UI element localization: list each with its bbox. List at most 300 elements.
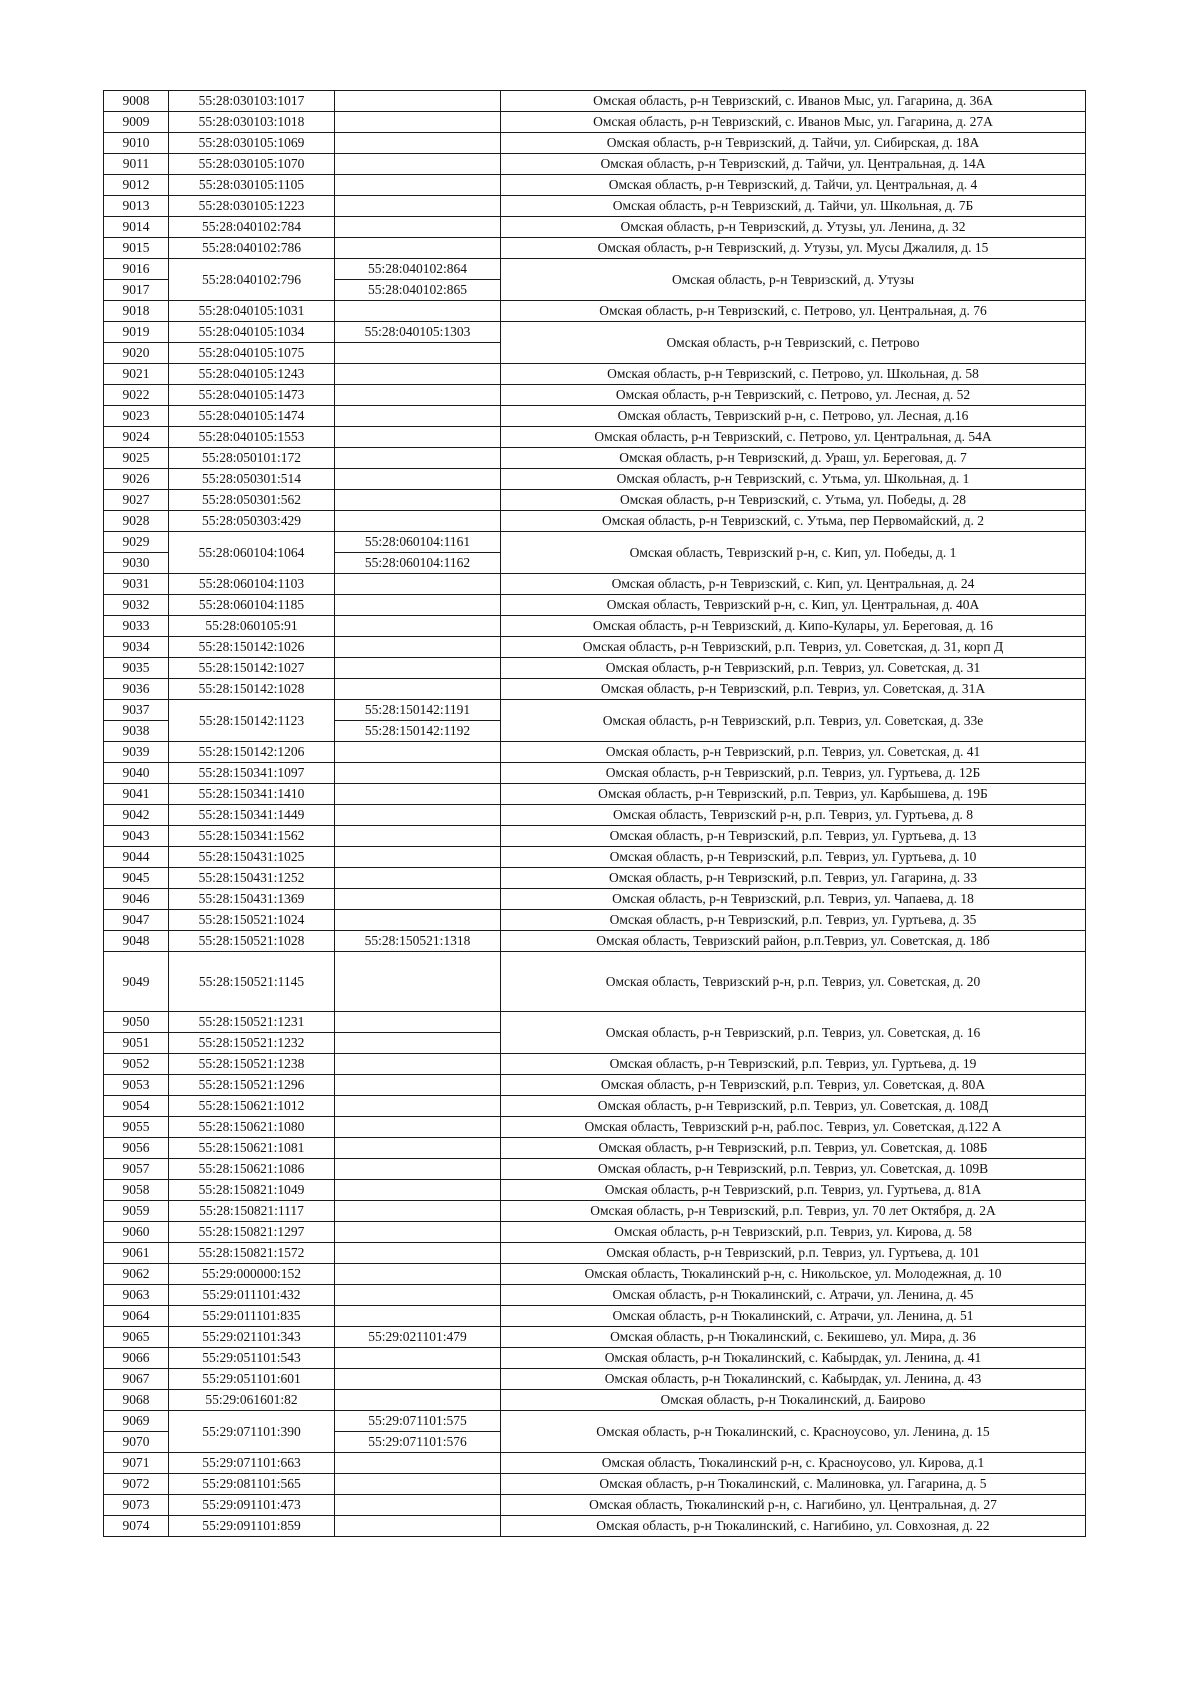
row-number: 9059 [104, 1201, 169, 1222]
row-number: 9014 [104, 217, 169, 238]
cadastral-number: 55:28:030105:1070 [169, 154, 335, 175]
table-row [104, 217, 1086, 238]
cadastral-number: 55:29:071101:390 [169, 1411, 335, 1453]
address: Омская область, р-н Тюкалинский, с. Кабырдак, ул. Ленина, д. 43 [501, 1369, 1086, 1390]
table-row [104, 952, 1086, 1012]
row-number: 9067 [104, 1369, 169, 1390]
sub-cadastral-number: 55:28:040105:1303 [335, 322, 501, 343]
cadastral-number: 55:28:150142:1026 [169, 637, 335, 658]
sub-cadastral-number [335, 1054, 501, 1075]
cadastral-number: 55:28:150142:1027 [169, 658, 335, 679]
address: Омская область, р-н Тевризский, р.п. Тевриз, ул. Гуртьева, д. 13 [501, 826, 1086, 847]
sub-cadastral-number [335, 868, 501, 889]
table-row [104, 637, 1086, 658]
address: Омская область, р-н Тевризский, р.п. Тевриз, ул. Гуртьева, д. 12Б [501, 763, 1086, 784]
sub-cadastral-number [335, 469, 501, 490]
cadastral-number: 55:28:040102:796 [169, 259, 335, 301]
row-number: 9063 [104, 1285, 169, 1306]
row-number: 9026 [104, 469, 169, 490]
sub-cadastral-number [335, 1012, 501, 1033]
address: Омская область, р-н Тюкалинский, с. Малиновка, ул. Гагарина, д. 5 [501, 1474, 1086, 1495]
table-row [104, 1369, 1086, 1390]
address: Омская область, р-н Тюкалинский, д. Баирово [501, 1390, 1086, 1411]
table-row [104, 826, 1086, 847]
table-row [104, 574, 1086, 595]
cadastral-number: 55:29:071101:663 [169, 1453, 335, 1474]
cadastral-number: 55:29:061601:82 [169, 1390, 335, 1411]
row-number: 9051 [104, 1033, 169, 1054]
table-row [104, 1264, 1086, 1285]
row-number: 9033 [104, 616, 169, 637]
row-number: 9045 [104, 868, 169, 889]
row-number: 9074 [104, 1516, 169, 1537]
address: Омская область, р-н Тевризский, р.п. Тевриз, ул. Советская, д. 31, корп Д [501, 637, 1086, 658]
table-row [104, 196, 1086, 217]
table-row [104, 658, 1086, 679]
table-row [104, 532, 1086, 553]
row-number: 9016 [104, 259, 169, 280]
cadastral-number: 55:28:150521:1028 [169, 931, 335, 952]
row-number: 9054 [104, 1096, 169, 1117]
table-row [104, 406, 1086, 427]
cadastral-number: 55:28:150521:1296 [169, 1075, 335, 1096]
sub-cadastral-number [335, 784, 501, 805]
row-number: 9052 [104, 1054, 169, 1075]
row-number: 9027 [104, 490, 169, 511]
sub-cadastral-number [335, 889, 501, 910]
cadastral-number: 55:29:051101:543 [169, 1348, 335, 1369]
cadastral-number: 55:28:150431:1252 [169, 868, 335, 889]
table-row [104, 1306, 1086, 1327]
cadastral-number: 55:28:150521:1231 [169, 1012, 335, 1033]
row-number: 9073 [104, 1495, 169, 1516]
sub-cadastral-number [335, 826, 501, 847]
address: Омская область, р-н Тевризский, д. Тайчи, ул. Центральная, д. 4 [501, 175, 1086, 196]
row-number: 9043 [104, 826, 169, 847]
address: Омская область, р-н Тевризский, р.п. Тевриз, ул. Советская, д. 31 [501, 658, 1086, 679]
row-number: 9019 [104, 322, 169, 343]
sub-cadastral-number: 55:29:071101:576 [335, 1432, 501, 1453]
sub-cadastral-number: 55:29:071101:575 [335, 1411, 501, 1432]
table-row [104, 910, 1086, 931]
cadastral-number: 55:28:060104:1185 [169, 595, 335, 616]
table-row [104, 175, 1086, 196]
address: Омская область, р-н Тевризский, д. Тайчи, ул. Центральная, д. 14А [501, 154, 1086, 175]
row-number: 9012 [104, 175, 169, 196]
address: Омская область, р-н Тевризский, р.п. Тевриз, ул. Гуртьева, д. 101 [501, 1243, 1086, 1264]
cadastral-number: 55:28:150431:1025 [169, 847, 335, 868]
cadastral-number: 55:28:150431:1369 [169, 889, 335, 910]
address: Омская область, р-н Тевризский, д. Тайчи, ул. Сибирская, д. 18А [501, 133, 1086, 154]
sub-cadastral-number [335, 1474, 501, 1495]
sub-cadastral-number: 55:28:150142:1192 [335, 721, 501, 742]
table-row [104, 490, 1086, 511]
table-row [104, 385, 1086, 406]
address: Омская область, р-н Тевризский, с. Петрово, ул. Центральная, д. 54А [501, 427, 1086, 448]
row-number: 9062 [104, 1264, 169, 1285]
cadastral-number: 55:28:150341:1097 [169, 763, 335, 784]
cadastral-number: 55:28:150341:1449 [169, 805, 335, 826]
table-row [104, 1159, 1086, 1180]
address: Омская область, Тевризский р-н, с. Кип, ул. Центральная, д. 40А [501, 595, 1086, 616]
table-row [104, 1348, 1086, 1369]
cadastral-number: 55:28:150521:1024 [169, 910, 335, 931]
table-row [104, 1390, 1086, 1411]
address: Омская область, р-н Тевризский, р.п. Тевриз, ул. Гуртьева, д. 81А [501, 1180, 1086, 1201]
sub-cadastral-number [335, 112, 501, 133]
cadastral-number: 55:28:150621:1081 [169, 1138, 335, 1159]
row-number: 9066 [104, 1348, 169, 1369]
table-row [104, 469, 1086, 490]
address: Омская область, р-н Тюкалинский, с. Красноусово, ул. Ленина, д. 15 [501, 1411, 1086, 1453]
sub-cadastral-number [335, 1075, 501, 1096]
address: Омская область, р-н Тевризский, д. Кипо-Кулары, ул. Береговая, д. 16 [501, 616, 1086, 637]
cadastral-table [103, 90, 1086, 1537]
table-row [104, 679, 1086, 700]
address: Омская область, р-н Тевризский, р.п. Тевриз, ул. Советская, д. 16 [501, 1012, 1086, 1054]
row-number: 9038 [104, 721, 169, 742]
cadastral-number: 55:28:050303:429 [169, 511, 335, 532]
sub-cadastral-number [335, 217, 501, 238]
sub-cadastral-number [335, 133, 501, 154]
cadastral-number: 55:28:050301:562 [169, 490, 335, 511]
cadastral-number: 55:29:091101:473 [169, 1495, 335, 1516]
row-number: 9058 [104, 1180, 169, 1201]
cadastral-number: 55:28:150142:1206 [169, 742, 335, 763]
address: Омская область, р-н Тевризский, р.п. Тевриз, ул. Советская, д. 33е [501, 700, 1086, 742]
sub-cadastral-number [335, 658, 501, 679]
table-row [104, 1054, 1086, 1075]
table-row [104, 448, 1086, 469]
sub-cadastral-number [335, 1159, 501, 1180]
cadastral-number: 55:29:000000:152 [169, 1264, 335, 1285]
sub-cadastral-number [335, 154, 501, 175]
address: Омская область, р-н Тевризский, с. Утьма, ул. Школьная, д. 1 [501, 469, 1086, 490]
address: Омская область, Тевризский р-н, р.п. Тевриз, ул. Советская, д. 20 [501, 952, 1086, 1012]
table-row [104, 427, 1086, 448]
cadastral-number: 55:28:040102:786 [169, 238, 335, 259]
row-number: 9024 [104, 427, 169, 448]
sub-cadastral-number [335, 763, 501, 784]
sub-cadastral-number [335, 1243, 501, 1264]
address: Омская область, р-н Тевризский, с. Утьма, пер Первомайский, д. 2 [501, 511, 1086, 532]
address: Омская область, Тюкалинский р-н, с. Никольское, ул. Молодежная, д. 10 [501, 1264, 1086, 1285]
address: Омская область, Тевризский р-н, раб.пос. Тевриз, ул. Советская, д.122 А [501, 1117, 1086, 1138]
sub-cadastral-number [335, 1222, 501, 1243]
cadastral-number: 55:28:150821:1049 [169, 1180, 335, 1201]
row-number: 9069 [104, 1411, 169, 1432]
row-number: 9020 [104, 343, 169, 364]
sub-cadastral-number [335, 196, 501, 217]
table-row [104, 1180, 1086, 1201]
address: Омская область, р-н Тюкалинский, с. Атрачи, ул. Ленина, д. 51 [501, 1306, 1086, 1327]
cadastral-number: 55:28:040105:1553 [169, 427, 335, 448]
sub-cadastral-number [335, 952, 501, 1012]
sub-cadastral-number [335, 91, 501, 112]
sub-cadastral-number [335, 301, 501, 322]
address: Омская область, р-н Тевризский, р.п. Тевриз, ул. Советская, д. 31А [501, 679, 1086, 700]
sub-cadastral-number [335, 238, 501, 259]
address: Омская область, р-н Тевризский, р.п. Тевриз, ул. Гуртьева, д. 10 [501, 847, 1086, 868]
row-number: 9071 [104, 1453, 169, 1474]
cadastral-number: 55:28:060104:1064 [169, 532, 335, 574]
sub-cadastral-number [335, 1033, 501, 1054]
row-number: 9022 [104, 385, 169, 406]
table-row [104, 112, 1086, 133]
cadastral-table-body [104, 91, 1086, 1537]
address: Омская область, р-н Тевризский, р.п. Тевриз, ул. 70 лет Октября, д. 2А [501, 1201, 1086, 1222]
row-number: 9065 [104, 1327, 169, 1348]
cadastral-number: 55:28:030105:1223 [169, 196, 335, 217]
sub-cadastral-number: 55:28:060104:1161 [335, 532, 501, 553]
sub-cadastral-number [335, 574, 501, 595]
cadastral-number: 55:28:150521:1238 [169, 1054, 335, 1075]
table-row [104, 1285, 1086, 1306]
address: Омская область, р-н Тевризский, р.п. Тевриз, ул. Гуртьева, д. 35 [501, 910, 1086, 931]
sub-cadastral-number [335, 1369, 501, 1390]
address: Омская область, р-н Тевризский, с. Кип, ул. Центральная, д. 24 [501, 574, 1086, 595]
address: Омская область, р-н Тевризский, р.п. Тевриз, ул. Гагарина, д. 33 [501, 868, 1086, 889]
sub-cadastral-number [335, 1264, 501, 1285]
sub-cadastral-number: 55:28:150142:1191 [335, 700, 501, 721]
table-row [104, 763, 1086, 784]
address: Омская область, р-н Тевризский, д. Утузы [501, 259, 1086, 301]
address: Омская область, р-н Тевризский, р.п. Тевриз, ул. Советская, д. 41 [501, 742, 1086, 763]
table-row [104, 301, 1086, 322]
table-row [104, 868, 1086, 889]
table-row [104, 931, 1086, 952]
row-number: 9042 [104, 805, 169, 826]
sub-cadastral-number [335, 175, 501, 196]
table-row [104, 364, 1086, 385]
sub-cadastral-number [335, 805, 501, 826]
sub-cadastral-number [335, 1516, 501, 1537]
row-number: 9029 [104, 532, 169, 553]
row-number: 9009 [104, 112, 169, 133]
row-number: 9055 [104, 1117, 169, 1138]
address: Омская область, р-н Тевризский, с. Петрово, ул. Центральная, д. 76 [501, 301, 1086, 322]
address: Омская область, р-н Тевризский, р.п. Тевриз, ул. Кирова, д. 58 [501, 1222, 1086, 1243]
table-row [104, 805, 1086, 826]
address: Омская область, Тевризский район, р.п.Тевриз, ул. Советская, д. 18б [501, 931, 1086, 952]
cadastral-number: 55:28:150521:1145 [169, 952, 335, 1012]
sub-cadastral-number [335, 1453, 501, 1474]
address: Омская область, р-н Тевризский, д. Утузы, ул. Ленина, д. 32 [501, 217, 1086, 238]
row-number: 9057 [104, 1159, 169, 1180]
table-row [104, 1327, 1086, 1348]
row-number: 9030 [104, 553, 169, 574]
sub-cadastral-number [335, 448, 501, 469]
address: Омская область, Тевризский р-н, р.п. Тевриз, ул. Гуртьева, д. 8 [501, 805, 1086, 826]
sub-cadastral-number [335, 910, 501, 931]
row-number: 9031 [104, 574, 169, 595]
table-row [104, 91, 1086, 112]
address: Омская область, Тюкалинский р-н, с. Красноусово, ул. Кирова, д.1 [501, 1453, 1086, 1474]
row-number: 9011 [104, 154, 169, 175]
address: Омская область, р-н Тевризский, с. Иванов Мыс, ул. Гагарина, д. 27А [501, 112, 1086, 133]
cadastral-number: 55:28:150521:1232 [169, 1033, 335, 1054]
row-number: 9017 [104, 280, 169, 301]
table-row [104, 322, 1086, 343]
row-number: 9049 [104, 952, 169, 1012]
cadastral-number: 55:28:150621:1012 [169, 1096, 335, 1117]
address: Омская область, Тевризский р-н, с. Кип, ул. Победы, д. 1 [501, 532, 1086, 574]
cadastral-number: 55:28:150821:1297 [169, 1222, 335, 1243]
row-number: 9015 [104, 238, 169, 259]
address: Омская область, р-н Тевризский, д. Ураш, ул. Береговая, д. 7 [501, 448, 1086, 469]
cadastral-number: 55:28:060105:91 [169, 616, 335, 637]
cadastral-number: 55:28:150341:1410 [169, 784, 335, 805]
sub-cadastral-number [335, 679, 501, 700]
sub-cadastral-number: 55:28:060104:1162 [335, 553, 501, 574]
cadastral-number: 55:28:150142:1028 [169, 679, 335, 700]
sub-cadastral-number [335, 511, 501, 532]
row-number: 9072 [104, 1474, 169, 1495]
row-number: 9060 [104, 1222, 169, 1243]
cadastral-number: 55:28:030103:1018 [169, 112, 335, 133]
table-row [104, 133, 1086, 154]
row-number: 9040 [104, 763, 169, 784]
row-number: 9070 [104, 1432, 169, 1453]
table-row [104, 259, 1086, 280]
sub-cadastral-number [335, 595, 501, 616]
cadastral-number: 55:28:150621:1080 [169, 1117, 335, 1138]
cadastral-number: 55:28:150621:1086 [169, 1159, 335, 1180]
sub-cadastral-number [335, 847, 501, 868]
address: Омская область, р-н Тевризский, с. Петрово [501, 322, 1086, 364]
sub-cadastral-number: 55:28:040102:864 [335, 259, 501, 280]
address: Омская область, р-н Тевризский, р.п. Тевриз, ул. Советская, д. 80А [501, 1075, 1086, 1096]
sub-cadastral-number [335, 1348, 501, 1369]
table-row [104, 511, 1086, 532]
cadastral-number: 55:29:011101:835 [169, 1306, 335, 1327]
sub-cadastral-number [335, 1390, 501, 1411]
table-row [104, 1012, 1086, 1033]
cadastral-number: 55:29:011101:432 [169, 1285, 335, 1306]
address: Омская область, р-н Тюкалинский, с. Нагибино, ул. Совхозная, д. 22 [501, 1516, 1086, 1537]
cadastral-number: 55:28:050301:514 [169, 469, 335, 490]
sub-cadastral-number [335, 1285, 501, 1306]
sub-cadastral-number [335, 1495, 501, 1516]
table-row [104, 700, 1086, 721]
row-number: 9048 [104, 931, 169, 952]
address: Омская область, Тюкалинский р-н, с. Нагибино, ул. Центральная, д. 27 [501, 1495, 1086, 1516]
sub-cadastral-number [335, 490, 501, 511]
sub-cadastral-number [335, 1138, 501, 1159]
row-number: 9050 [104, 1012, 169, 1033]
cadastral-number: 55:28:040105:1473 [169, 385, 335, 406]
cadastral-number: 55:28:050101:172 [169, 448, 335, 469]
row-number: 9008 [104, 91, 169, 112]
table-row [104, 616, 1086, 637]
row-number: 9025 [104, 448, 169, 469]
cadastral-number: 55:28:040105:1034 [169, 322, 335, 343]
table-row [104, 742, 1086, 763]
table-row [104, 1222, 1086, 1243]
address: Омская область, р-н Тевризский, с. Петрово, ул. Лесная, д. 52 [501, 385, 1086, 406]
row-number: 9013 [104, 196, 169, 217]
table-row [104, 889, 1086, 910]
address: Омская область, р-н Тевризский, р.п. Тевриз, ул. Советская, д. 108Б [501, 1138, 1086, 1159]
row-number: 9046 [104, 889, 169, 910]
sub-cadastral-number [335, 406, 501, 427]
table-row [104, 238, 1086, 259]
address: Омская область, р-н Тюкалинский, с. Атрачи, ул. Ленина, д. 45 [501, 1285, 1086, 1306]
cadastral-number: 55:28:030105:1105 [169, 175, 335, 196]
sub-cadastral-number: 55:28:040102:865 [335, 280, 501, 301]
row-number: 9056 [104, 1138, 169, 1159]
cadastral-number: 55:28:040105:1474 [169, 406, 335, 427]
cadastral-number: 55:28:150341:1562 [169, 826, 335, 847]
cadastral-number: 55:29:051101:601 [169, 1369, 335, 1390]
cadastral-number: 55:29:021101:343 [169, 1327, 335, 1348]
table-row [104, 1411, 1086, 1432]
sub-cadastral-number: 55:29:021101:479 [335, 1327, 501, 1348]
table-row [104, 1117, 1086, 1138]
cadastral-number: 55:28:060104:1103 [169, 574, 335, 595]
row-number: 9061 [104, 1243, 169, 1264]
cadastral-number: 55:28:150821:1117 [169, 1201, 335, 1222]
cadastral-number: 55:29:081101:565 [169, 1474, 335, 1495]
sub-cadastral-number [335, 1117, 501, 1138]
table-row [104, 1138, 1086, 1159]
sub-cadastral-number [335, 364, 501, 385]
cadastral-number: 55:28:150142:1123 [169, 700, 335, 742]
table-row [104, 847, 1086, 868]
table-row [104, 1096, 1086, 1117]
address: Омская область, р-н Тевризский, д. Утузы, ул. Мусы Джалиля, д. 15 [501, 238, 1086, 259]
table-row [104, 1243, 1086, 1264]
row-number: 9068 [104, 1390, 169, 1411]
row-number: 9028 [104, 511, 169, 532]
row-number: 9041 [104, 784, 169, 805]
sub-cadastral-number [335, 1096, 501, 1117]
row-number: 9036 [104, 679, 169, 700]
address: Омская область, р-н Тевризский, с. Петрово, ул. Школьная, д. 58 [501, 364, 1086, 385]
sub-cadastral-number [335, 427, 501, 448]
sub-cadastral-number [335, 343, 501, 364]
cadastral-number: 55:29:091101:859 [169, 1516, 335, 1537]
cadastral-number: 55:28:040105:1243 [169, 364, 335, 385]
address: Омская область, р-н Тюкалинский, с. Бекишево, ул. Мира, д. 36 [501, 1327, 1086, 1348]
row-number: 9034 [104, 637, 169, 658]
sub-cadastral-number [335, 385, 501, 406]
row-number: 9021 [104, 364, 169, 385]
row-number: 9064 [104, 1306, 169, 1327]
row-number: 9010 [104, 133, 169, 154]
row-number: 9053 [104, 1075, 169, 1096]
sub-cadastral-number [335, 616, 501, 637]
table-row [104, 784, 1086, 805]
address: Омская область, р-н Тевризский, р.п. Тевриз, ул. Советская, д. 108Д [501, 1096, 1086, 1117]
table-row [104, 1516, 1086, 1537]
row-number: 9047 [104, 910, 169, 931]
address: Омская область, р-н Тевризский, р.п. Тевриз, ул. Чапаева, д. 18 [501, 889, 1086, 910]
address: Омская область, Тевризский р-н, с. Петрово, ул. Лесная, д.16 [501, 406, 1086, 427]
address: Омская область, р-н Тевризский, р.п. Тевриз, ул. Советская, д. 109В [501, 1159, 1086, 1180]
table-row [104, 1453, 1086, 1474]
sub-cadastral-number: 55:28:150521:1318 [335, 931, 501, 952]
table-row [104, 595, 1086, 616]
address: Омская область, р-н Тевризский, р.п. Тевриз, ул. Карбышева, д. 19Б [501, 784, 1086, 805]
row-number: 9044 [104, 847, 169, 868]
row-number: 9037 [104, 700, 169, 721]
sub-cadastral-number [335, 637, 501, 658]
row-number: 9018 [104, 301, 169, 322]
row-number: 9023 [104, 406, 169, 427]
table-row [104, 154, 1086, 175]
address: Омская область, р-н Тевризский, д. Тайчи, ул. Школьная, д. 7Б [501, 196, 1086, 217]
